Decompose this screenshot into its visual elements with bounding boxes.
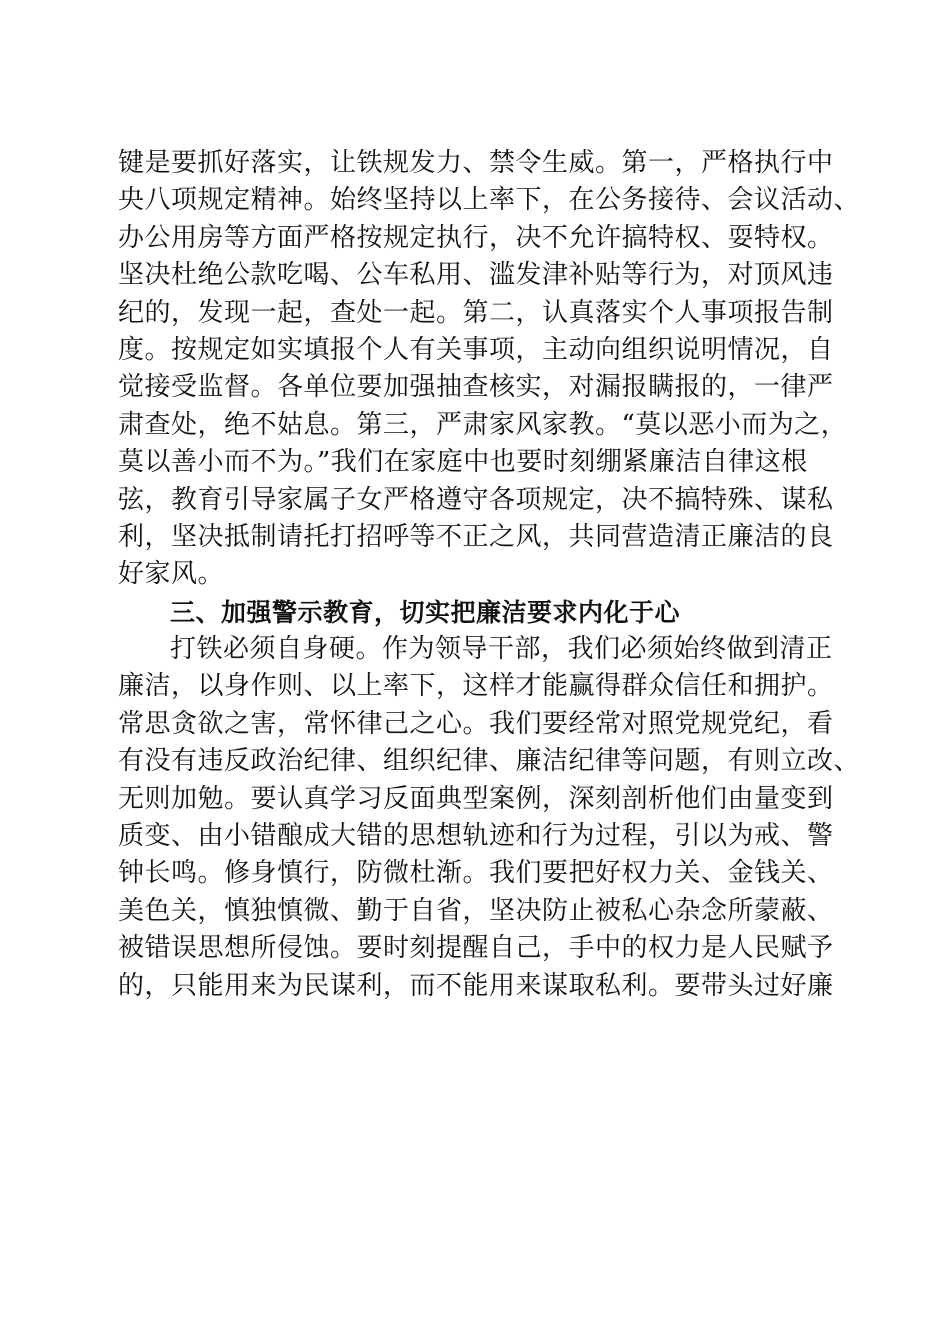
paragraph-line: 美色关，慎独慎微、勤于自省，坚决防止被私心杂念所蒙蔽、 xyxy=(118,895,834,926)
paragraph-line: 弦，教育引导家属子女严格遵守各项规定，决不搞特殊、谋私 xyxy=(118,484,834,515)
paragraph-line: 坚决杜绝公款吃喝、公车私用、滥发津补贴等行为，对顶风违 xyxy=(118,260,834,291)
paragraph-line: 觉接受监督。各单位要加强抽查核实，对漏报瞒报的，一律严 xyxy=(118,372,834,403)
paragraph-line: 无则加勉。要认真学习反面典型案例，深刻剖析他们由量变到 xyxy=(118,783,834,814)
paragraph-line: 廉洁，以身作则、以上率下，这样才能赢得群众信任和拥护。 xyxy=(118,671,834,702)
paragraph-line: 肃查处，绝不姑息。第三，严肃家风家教。“莫以恶小而为之， xyxy=(118,409,848,440)
paragraph-line: 打铁必须自身硬。作为领导干部，我们必须始终做到清正 xyxy=(170,634,833,665)
paragraph-line: 办公用房等方面严格按规定执行，决不允许搞特权、耍特权。 xyxy=(118,222,834,253)
document-body xyxy=(118,145,861,1005)
paragraph-line: 质变、由小错酿成大错的思想轨迹和行为过程，引以为戒、警 xyxy=(118,821,834,852)
paragraph-line: 的，只能用来为民谋利，而不能用来谋取私利。要带头过好廉 xyxy=(118,970,834,1001)
paragraph-line: 钟长鸣。修身慎行，防微杜渐。我们要把好权力关、金钱关、 xyxy=(118,858,834,889)
paragraph-line: 央八项规定精神。始终坚持以上率下，在公务接待、会议活动、 xyxy=(118,185,861,216)
paragraph-line: 莫以善小而不为。”我们在家庭中也要时刻绷紧廉洁自律这根 xyxy=(118,447,808,478)
paragraph-line: 有没有违反政治纪律、组织纪律、廉洁纪律等问题，有则立改、 xyxy=(118,746,861,777)
paragraph-line: 被错误思想所侵蚀。要时刻提醒自己，手中的权力是人民赋予 xyxy=(118,933,834,964)
section-heading: 三、加强警示教育，切实把廉洁要求内化于心 xyxy=(170,597,681,627)
paragraph-line: 好家风。 xyxy=(118,559,225,590)
paragraph-line: 利，坚决抵制请托打招呼等不正之风，共同营造清正廉洁的良 xyxy=(118,521,834,552)
paragraph-line: 键是要抓好落实，让铁规发力、禁令生威。第一，严格执行中 xyxy=(118,148,834,178)
paragraph-line: 纪的，发现一起，查处一起。第二，认真落实个人事项报告制 xyxy=(118,297,834,328)
paragraph-line: 度。按规定如实填报个人有关事项，主动向组织说明情况，自 xyxy=(118,334,834,365)
paragraph-line: 常思贪欲之害，常怀律己之心。我们要经常对照党规党纪，看 xyxy=(118,708,834,739)
